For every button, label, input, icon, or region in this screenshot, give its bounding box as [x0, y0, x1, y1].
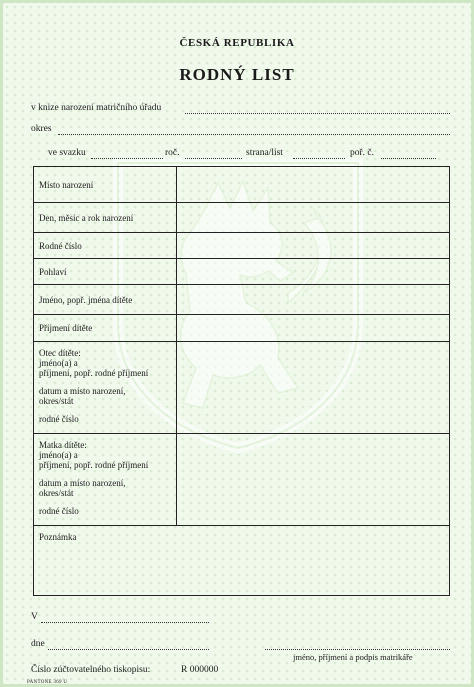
mother-field[interactable]: [177, 434, 450, 526]
birth-date-field[interactable]: [177, 203, 450, 233]
mother-name-label-2: příjmení, popř. rodné příjmení: [39, 460, 149, 470]
father-section: [34, 342, 450, 434]
book-label: v knize narození matričního úřadu: [31, 103, 162, 113]
sex-field[interactable]: [177, 259, 450, 285]
birth-place-label: Místo narození: [34, 167, 177, 203]
birth-number-label: Rodné číslo: [34, 233, 177, 259]
mother-birth-label: datum a místo narození,: [39, 478, 126, 488]
mother-birth-label-2: okres/stát: [39, 488, 74, 498]
mother-id-label: rodné číslo: [39, 506, 79, 516]
table-row: [34, 203, 450, 233]
district-field[interactable]: [58, 126, 450, 135]
sex-label: Pohlaví: [34, 259, 177, 285]
page-field[interactable]: [293, 150, 345, 159]
mother-section: [34, 434, 450, 526]
date-label: dne: [31, 639, 45, 649]
child-name-label: Jméno, popř. jména dítěte: [34, 285, 177, 315]
sequence-field[interactable]: [381, 150, 436, 159]
birth-number-field[interactable]: [177, 233, 450, 259]
document-title: RODNÝ LIST: [179, 65, 295, 84]
date-field[interactable]: [48, 641, 209, 650]
birth-date-label: Den, měsíc a rok narození: [34, 203, 177, 233]
note-label: Poznámka: [39, 532, 77, 542]
mother-heading: Matka dítěte:: [39, 440, 87, 450]
table-row: [34, 233, 450, 259]
page-label: strana/list: [246, 148, 283, 158]
table-row: [34, 285, 450, 315]
father-field[interactable]: [177, 342, 450, 434]
birth-place-field[interactable]: [177, 167, 450, 203]
father-id-label: rodné číslo: [39, 414, 79, 424]
father-name-label: jméno(a) a: [39, 358, 78, 368]
form-number-label: Číslo zúčtovatelného tiskopisu:: [31, 665, 151, 675]
year-label: roč.: [165, 148, 180, 158]
table-row: [34, 315, 450, 342]
volume-label: ve svazku: [48, 148, 86, 158]
child-surname-field[interactable]: [177, 315, 450, 342]
book-field[interactable]: [185, 105, 450, 114]
father-heading: Otec dítěte:: [39, 348, 81, 358]
father-name-label-2: příjmení, popř. rodné příjmení: [39, 368, 149, 378]
signature-field[interactable]: [265, 641, 450, 650]
note-section: [34, 526, 450, 596]
father-birth-label: datum a místo narození,: [39, 386, 126, 396]
child-surname-label: Příjmení dítěte: [34, 315, 177, 342]
record-table: [33, 166, 450, 596]
place-field[interactable]: [41, 614, 209, 623]
place-label: V: [31, 612, 38, 622]
print-code: PANTONE 369 U: [27, 680, 68, 685]
sequence-label: poř. č.: [350, 148, 375, 158]
volume-field[interactable]: [91, 150, 163, 159]
note-field[interactable]: [34, 526, 450, 596]
country-heading: ČESKÁ REPUBLIKA: [179, 37, 295, 49]
table-row: [34, 167, 450, 203]
table-row: [34, 259, 450, 285]
signature-label: jméno, příjmení a podpis matrikáře: [293, 652, 413, 662]
father-birth-label-2: okres/stát: [39, 396, 74, 406]
child-name-field[interactable]: [177, 285, 450, 315]
form-number: R 000000: [181, 665, 219, 675]
mother-name-label: jméno(a) a: [39, 450, 78, 460]
district-label: okres: [31, 124, 52, 134]
year-field[interactable]: [185, 150, 242, 159]
